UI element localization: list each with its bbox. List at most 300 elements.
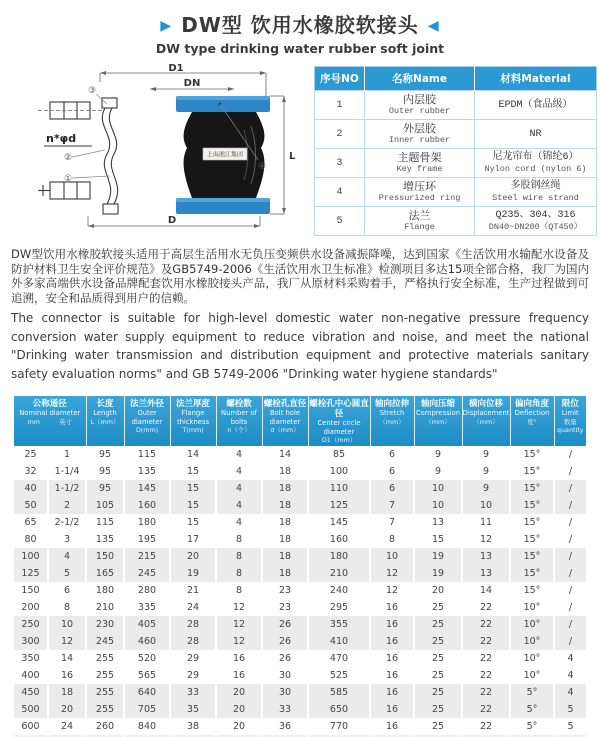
spec-cell: 150 (86, 548, 124, 565)
spec-cell: 8 (48, 599, 86, 616)
spec-cell: 20 (216, 684, 262, 701)
spec-row (14, 582, 586, 599)
spec-cell: 24 (48, 718, 86, 736)
material-name: 主题骨架 Key frame (365, 149, 475, 178)
spec-cell: 12 (370, 582, 414, 599)
top-section (8, 62, 592, 238)
spec-row (14, 667, 586, 684)
spec-cell: 19 (414, 565, 462, 582)
spec-cell: 165 (86, 565, 124, 582)
spec-cell: 160 (308, 531, 370, 548)
spec-cell: 10 (370, 548, 414, 565)
spec-cell: 115 (124, 446, 170, 463)
spec-cell: 5° (510, 684, 554, 701)
spec-cell: 15 (170, 463, 216, 480)
spec-cell: 8 (216, 582, 262, 599)
callout-1: ① (64, 174, 73, 184)
spec-cell: 20 (216, 701, 262, 718)
description-section (11, 247, 589, 383)
joint-cross-section-drawing (8, 62, 310, 236)
dim-label-dn: DN (183, 78, 201, 89)
spec-cell: 6 (370, 480, 414, 497)
spec-cell: / (554, 446, 586, 463)
spec-cell: 4 (48, 548, 86, 565)
spec-cell: 20 (170, 548, 216, 565)
spec-cell: 650 (308, 701, 370, 718)
spec-cell: 215 (124, 548, 170, 565)
material-no: 3 (315, 149, 365, 178)
spec-cell: 14 (170, 446, 216, 463)
spec-cell: 1 (48, 446, 86, 463)
material-no: 2 (315, 120, 365, 149)
spec-cell: 9 (462, 463, 510, 480)
spec-cell: 160 (124, 497, 170, 514)
page-title-text: DW型 饮用水橡胶软接头 (181, 13, 419, 37)
spec-cell: 520 (124, 650, 170, 667)
spec-cell: 585 (308, 684, 370, 701)
spec-cell: 30 (262, 667, 308, 684)
spec-cell: 280 (124, 582, 170, 599)
spec-cell: 25 (414, 616, 462, 633)
spec-cell: 23 (262, 582, 308, 599)
spec-cell: 22 (462, 684, 510, 701)
spec-row (14, 633, 586, 650)
spec-table-body (14, 446, 586, 736)
spec-col-header: 限位 Limit 数量 quantity (554, 396, 586, 446)
material-value: 多股钢丝绳 Steel wire strand (475, 178, 597, 207)
spec-row (14, 480, 586, 497)
spec-cell: 245 (124, 565, 170, 582)
spec-cell: 32 (24, 466, 37, 477)
spec-cell: 8 (216, 565, 262, 582)
dim-label-d1: D1 (168, 63, 184, 74)
spec-cell: 16 (216, 667, 262, 684)
spec-row (14, 616, 586, 633)
spec-cell: 7 (370, 514, 414, 531)
spec-cell: 1-1/2 (48, 480, 86, 497)
spec-cell: 18 (262, 514, 308, 531)
spec-cell: 5 (554, 718, 586, 736)
spec-cell: 22 (462, 701, 510, 718)
spec-cell: 50 (14, 497, 48, 514)
spec-cell: 16 (370, 701, 414, 718)
spec-cell: 21 (170, 582, 216, 599)
spec-cell: 12 (462, 531, 510, 548)
dim-label-l: L (289, 151, 296, 162)
spec-cell: 5° (510, 701, 554, 718)
spec-cell: 4 (554, 667, 586, 684)
spec-cell: 10° (510, 599, 554, 616)
spec-row (14, 599, 586, 616)
spec-cell: 30 (262, 684, 308, 701)
spec-cell: 125 (308, 497, 370, 514)
spec-cell: 15 (170, 480, 216, 497)
spec-cell: 8 (216, 531, 262, 548)
spec-cell: 4 (216, 480, 262, 497)
spec-row (14, 701, 586, 718)
spec-col-header: 轴向压缩 Compression （mm） (414, 396, 462, 446)
spec-cell: 16 (370, 667, 414, 684)
spec-cell: 95 (86, 480, 124, 497)
spec-cell: 25 (414, 650, 462, 667)
spec-cell: 105 (86, 497, 124, 514)
spec-cell: 470 (308, 650, 370, 667)
spec-cell: 300 (14, 633, 48, 650)
spec-cell: 25 (414, 684, 462, 701)
spec-cell: 18 (48, 684, 86, 701)
spec-cell: 2 (48, 497, 86, 514)
description-cn: DW型饮用水橡胶软接头适用于高层生活用水无负压变频供水设备减振降噪，达到国家《生活饮用水输配水设备及防护材料卫生安全评价规范》及GB5749-2006《生活饮用水卫生标准》检测项目多达15项全部合格，我厂为国内外多家高端供水设备品牌配套饮用水橡胶接头产品，我厂从原材料采购着手，严格执行安全标准，生产过程做到可追溯，安全和品质得到用户的信赖。 (11, 247, 589, 305)
spec-cell: 600 (21, 721, 40, 732)
spec-cell: 35 (170, 701, 216, 718)
spec-col-header: 长度 Length L（mm） (86, 396, 124, 446)
spec-cell: 22 (462, 667, 510, 684)
material-no: 5 (315, 207, 365, 236)
spec-cell: 4 (554, 650, 586, 667)
material-name: 法兰 Flange (365, 207, 475, 236)
spec-col-header: 公称通径 Nominal diameter mm 英寸 (14, 396, 86, 446)
spec-cell: 16 (370, 650, 414, 667)
spec-cell: 22 (462, 616, 510, 633)
spec-cell: 15 (170, 497, 216, 514)
callout-2: ② (64, 153, 73, 163)
spec-col-header: 螺栓孔直径 Bolt hole diameter d（mm） (262, 396, 308, 446)
spec-cell: 335 (124, 599, 170, 616)
spec-cell: 10° (510, 633, 554, 650)
spec-row (14, 497, 586, 514)
spec-cell: 255 (86, 650, 124, 667)
spec-cell: 9 (462, 480, 510, 497)
spec-cell: 4 (216, 463, 262, 480)
spec-cell: / (554, 531, 586, 548)
spec-cell: 10° (510, 616, 554, 633)
spec-cell: 135 (124, 463, 170, 480)
spec-cell: 80 (24, 534, 37, 545)
spec-cell: 22 (462, 633, 510, 650)
page-title (0, 12, 600, 39)
spec-cell: 14 (462, 582, 510, 599)
spec-cell: 565 (124, 667, 170, 684)
bolt-hole-label: n*φd (46, 132, 77, 145)
spec-cell: 18 (262, 531, 308, 548)
spec-cell: / (554, 463, 586, 480)
spec-cell: 840 (124, 718, 170, 736)
spec-cell: 180 (86, 582, 124, 599)
spec-cell: / (554, 599, 586, 616)
spec-cell: 150 (21, 585, 40, 596)
spec-cell: 2-1/2 (48, 514, 86, 531)
materials-row (315, 178, 597, 207)
spec-cell: 260 (86, 718, 124, 736)
spec-cell: 770 (308, 718, 370, 736)
spec-cell: 5 (554, 701, 586, 718)
spec-cell: 12 (216, 616, 262, 633)
spec-col-header: 轴向拉伸 Stretch （mm） (370, 396, 414, 446)
spec-cell: 85 (308, 446, 370, 463)
spec-cell: 13 (462, 565, 510, 582)
spec-cell: 15° (510, 565, 554, 582)
materials-header-no: 序号NO (315, 67, 365, 91)
spec-cell: 26 (262, 616, 308, 633)
spec-cell: 255 (86, 667, 124, 684)
spec-cell: 25 (414, 633, 462, 650)
spec-cell: 65 (24, 517, 37, 528)
spec-cell: 13 (414, 514, 462, 531)
spec-cell: 18 (262, 463, 308, 480)
spec-cell: 16 (216, 650, 262, 667)
spec-cell: 23 (262, 599, 308, 616)
spec-cell: 200 (21, 602, 40, 613)
spec-cell: 705 (124, 701, 170, 718)
spec-cell: 640 (124, 684, 170, 701)
spec-cell: 6 (48, 582, 86, 599)
spec-col-header: 横向位移 Displacement （mm） (462, 396, 510, 446)
spec-cell: 26 (262, 633, 308, 650)
spec-cell: 33 (262, 701, 308, 718)
spec-cell: 10 (414, 480, 462, 497)
spec-cell: / (554, 582, 586, 599)
spec-cell: 15° (510, 582, 554, 599)
spec-cell: 20 (48, 701, 86, 718)
spec-cell: 135 (86, 531, 124, 548)
spec-cell: 26 (262, 650, 308, 667)
spec-cell: 15° (510, 463, 554, 480)
page-subtitle: DW type drinking water rubber soft joint (155, 41, 445, 56)
spec-cell: 14 (48, 650, 86, 667)
spec-row (14, 446, 586, 463)
spec-cell: 40 (14, 480, 48, 497)
spec-cell: 16 (370, 633, 414, 650)
spec-cell: 10° (510, 650, 554, 667)
left-arrow-icon: ▶ (160, 18, 173, 34)
spec-cell: 145 (308, 514, 370, 531)
materials-header-name: 名称Name (365, 67, 475, 91)
spec-cell: 450 (14, 684, 48, 701)
spec-cell: 295 (308, 599, 370, 616)
right-arrow-icon: ◀ (427, 18, 440, 34)
spec-cell: 13 (462, 548, 510, 565)
spec-cell: 18 (262, 497, 308, 514)
spec-cell: 19 (170, 565, 216, 582)
spec-cell: 20 (216, 718, 262, 736)
spec-cell: 250 (14, 616, 48, 633)
spec-cell: 9 (414, 446, 462, 463)
dim-label-d: D (167, 215, 177, 226)
spec-row (14, 531, 586, 548)
spec-cell: 100 (14, 548, 48, 565)
spec-row (14, 463, 586, 480)
spec-cell: 10 (48, 616, 86, 633)
spec-cell: 3 (48, 531, 86, 548)
spec-cell: / (554, 497, 586, 514)
spec-header-row (14, 396, 586, 446)
spec-cell: 405 (124, 616, 170, 633)
product-photo (176, 96, 270, 214)
spec-cell: 230 (86, 616, 124, 633)
spec-cell: 245 (86, 633, 124, 650)
spec-cell: 18 (262, 565, 308, 582)
materials-table-body (315, 91, 597, 236)
spec-cell: 17 (170, 531, 216, 548)
spec-row (14, 684, 586, 701)
spec-cell: 210 (308, 565, 370, 582)
spec-cell: 25 (414, 701, 462, 718)
spec-cell: 95 (86, 446, 124, 463)
spec-row (14, 548, 586, 565)
materials-row (315, 120, 597, 149)
spec-cell: 4 (554, 684, 586, 701)
spec-col-header: 螺栓数 Number of bolts n（个） (216, 396, 262, 446)
spec-cell: 28 (170, 616, 216, 633)
spec-cell: / (554, 514, 586, 531)
materials-row (315, 91, 597, 120)
spec-cell: 16 (370, 684, 414, 701)
spec-cell: 10° (510, 667, 554, 684)
spec-cell: 15° (510, 446, 554, 463)
spec-cell: 5° (510, 718, 554, 736)
materials-row (315, 207, 597, 236)
spec-cell: 12 (216, 599, 262, 616)
spec-cell: 15 (170, 514, 216, 531)
spec-cell: 6 (370, 446, 414, 463)
spec-row (14, 718, 586, 736)
spec-cell: 4 (216, 514, 262, 531)
spec-table (14, 396, 586, 737)
spec-cell: 10 (414, 497, 462, 514)
spec-cell: 20 (414, 582, 462, 599)
spec-cell: 25 (414, 718, 462, 736)
spec-cell: 12 (216, 633, 262, 650)
callout-3: ③ (88, 86, 97, 96)
spec-cell: 6 (370, 463, 414, 480)
spec-cell: 10 (462, 497, 510, 514)
spec-col-header: 偏向角度 Deflection 度° (510, 396, 554, 446)
spec-cell: 12 (370, 565, 414, 582)
spec-row (14, 650, 586, 667)
spec-cell: / (554, 548, 586, 565)
spec-cell: / (554, 616, 586, 633)
spec-cell: 15° (510, 548, 554, 565)
spec-cell: 16 (370, 718, 414, 736)
spec-cell: 4 (216, 497, 262, 514)
materials-header-material: 材料Material (475, 67, 597, 91)
materials-header-row (315, 67, 597, 91)
spec-cell: 15 (414, 531, 462, 548)
material-no: 1 (315, 91, 365, 120)
spec-cell: 25 (414, 599, 462, 616)
spec-table-head (14, 396, 586, 446)
description-en: The connector is suitable for high-level domestic water non-negative pressure frequency conversion water supply equipment to reduce vibration and noise, and meet the national "Drinking water transmission and distribution equipment and protective materials sanitary safety evaluation norms" and GB 5749-2006 "Drinking water hygiene standards" (11, 311, 589, 381)
spec-cell: 145 (124, 480, 170, 497)
spec-row (14, 514, 586, 531)
materials-row (315, 149, 597, 178)
spec-cell: 16 (370, 616, 414, 633)
spec-cell: 15° (510, 531, 554, 548)
spec-cell: 15° (510, 514, 554, 531)
spec-cell: 22 (462, 599, 510, 616)
spec-cell: / (554, 480, 586, 497)
spec-cell: 1-1/4 (48, 463, 86, 480)
spec-cell: 210 (86, 599, 124, 616)
spec-cell: 38 (170, 718, 216, 736)
spec-cell: 14 (262, 446, 308, 463)
spec-cell: 24 (170, 599, 216, 616)
spec-cell: 22 (462, 718, 510, 736)
spec-cell: 4 (216, 446, 262, 463)
material-value: NR (475, 120, 597, 149)
spec-cell: 8 (370, 531, 414, 548)
spec-cell: 125 (14, 565, 48, 582)
spec-cell: 525 (308, 667, 370, 684)
spec-cell: 355 (308, 616, 370, 633)
material-no: 4 (315, 178, 365, 207)
spec-cell: 19 (414, 548, 462, 565)
page-header (0, 0, 600, 56)
material-name: 内层胶 Outer rubber (365, 91, 475, 120)
brand-label: 上海淞江集团 (206, 151, 244, 159)
material-value: EPDM（食品级） (475, 91, 597, 120)
spec-cell: 11 (462, 514, 510, 531)
spec-cell: 33 (170, 684, 216, 701)
spec-cell: 25 (414, 667, 462, 684)
spec-col-header: 法兰厚度 Flange thickness T(mm) (170, 396, 216, 446)
spec-cell: 180 (124, 514, 170, 531)
spec-col-header: 法兰外径 Outer diameter D(mm) (124, 396, 170, 446)
spec-cell: 180 (308, 548, 370, 565)
spec-col-header: 螺栓孔中心圆直径 Center circle diameter D1（mm） (308, 396, 370, 446)
material-value: Q235、304、316 DN40~DN200（QT450） (475, 207, 597, 236)
materials-table (314, 66, 597, 236)
material-name: 外层胶 Inner rubber (365, 120, 475, 149)
spec-cell: 22 (462, 650, 510, 667)
material-name: 增压环 Pressurized ring (365, 178, 475, 207)
spec-cell: 115 (86, 514, 124, 531)
spec-cell: 15° (510, 480, 554, 497)
spec-cell: 195 (124, 531, 170, 548)
spec-cell: 29 (170, 650, 216, 667)
spec-cell: 110 (308, 480, 370, 497)
callout-4: ④ (258, 162, 267, 172)
spec-cell: 18 (262, 480, 308, 497)
spec-cell: 16 (370, 599, 414, 616)
spec-cell: 12 (48, 633, 86, 650)
spec-cell: 410 (308, 633, 370, 650)
spec-cell: 16 (48, 667, 86, 684)
spec-cell: 95 (86, 463, 124, 480)
spec-cell: 28 (170, 633, 216, 650)
spec-cell: / (554, 633, 586, 650)
spec-cell: 8 (216, 548, 262, 565)
spec-cell: 15° (510, 497, 554, 514)
spec-cell: 25 (24, 449, 37, 460)
spec-row (14, 565, 586, 582)
spec-cell: 240 (308, 582, 370, 599)
product-diagram (8, 62, 310, 236)
spec-cell: 5 (48, 565, 86, 582)
spec-cell: 9 (414, 463, 462, 480)
spec-cell: 9 (462, 446, 510, 463)
spec-cell: 18 (262, 548, 308, 565)
spec-cell: 29 (170, 667, 216, 684)
spec-cell: 400 (21, 670, 40, 681)
spec-cell: 7 (370, 497, 414, 514)
spec-cell: 350 (21, 653, 40, 664)
spec-cell: / (554, 565, 586, 582)
spec-cell: 255 (86, 684, 124, 701)
spec-cell: 500 (14, 701, 48, 718)
spec-cell: 460 (124, 633, 170, 650)
spec-cell: 255 (86, 701, 124, 718)
